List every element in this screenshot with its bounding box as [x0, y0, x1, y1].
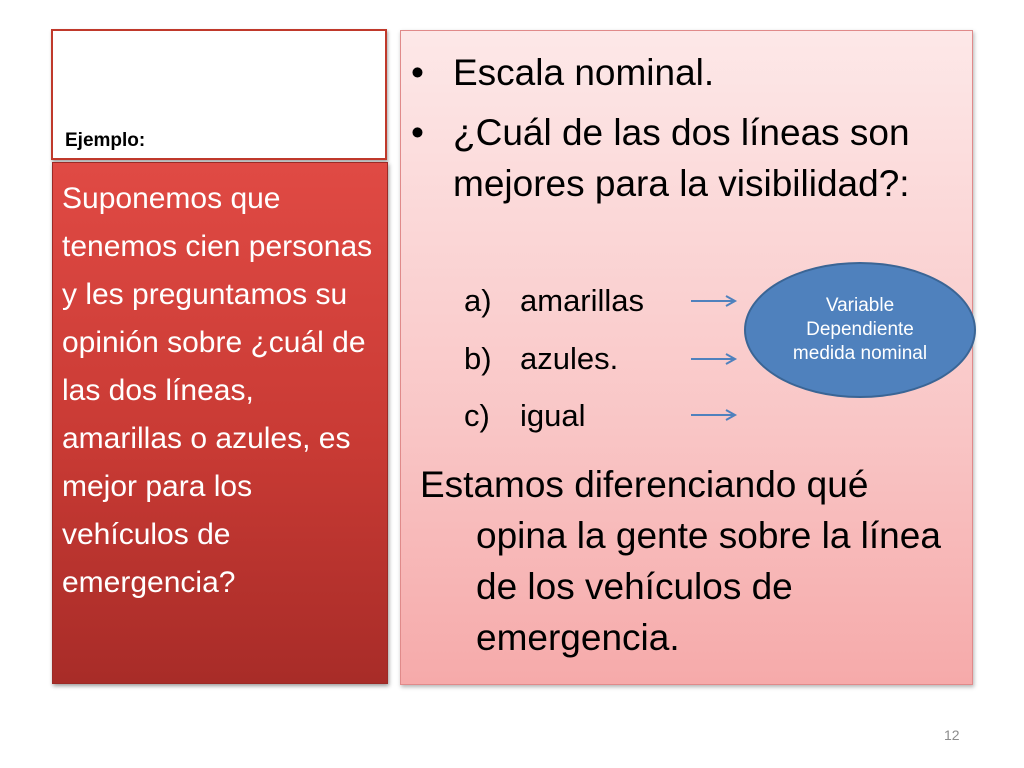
conclusion-rest: opina la gente sobre la línea de los vehículos de emergencia.	[476, 515, 941, 658]
arrow-right-icon	[690, 408, 738, 422]
option-letter: a)	[464, 283, 492, 318]
bullet-marker: •	[411, 112, 424, 153]
page-number: 12	[944, 727, 960, 743]
bullet-marker: •	[411, 52, 424, 93]
conclusion-first-line: Estamos diferenciando qué	[420, 464, 869, 505]
title-box	[51, 29, 387, 160]
option-text: amarillas	[520, 283, 645, 318]
bullet-item	[411, 47, 951, 98]
slide-title: Ejemplo:	[65, 130, 146, 151]
option-c	[464, 396, 586, 436]
callout-oval	[744, 262, 976, 398]
arrow-right-icon	[690, 294, 738, 308]
option-letter: c)	[464, 398, 490, 433]
callout-text: Variable Dependiente medida nominal	[792, 295, 928, 364]
left-description: Suponemos que tenemos cien personas y les preguntamos su opinión sobre ¿cuál de las dos líneas, amarillas o azules, es mejor para los vehículos de emergencia?	[62, 182, 373, 599]
option-letter: b)	[464, 341, 492, 376]
arrow-right-icon	[690, 352, 738, 366]
bullet-text: ¿Cuál de las dos líneas son mejores para la visibilidad?:	[453, 112, 910, 204]
conclusion-text	[420, 459, 950, 663]
bullet-text: Escala nominal.	[453, 52, 715, 93]
option-b	[464, 339, 618, 379]
option-text: igual	[520, 398, 586, 433]
option-a	[464, 281, 644, 321]
bullet-item	[411, 107, 951, 209]
option-text: azules.	[520, 341, 619, 376]
left-text-panel	[52, 162, 388, 684]
